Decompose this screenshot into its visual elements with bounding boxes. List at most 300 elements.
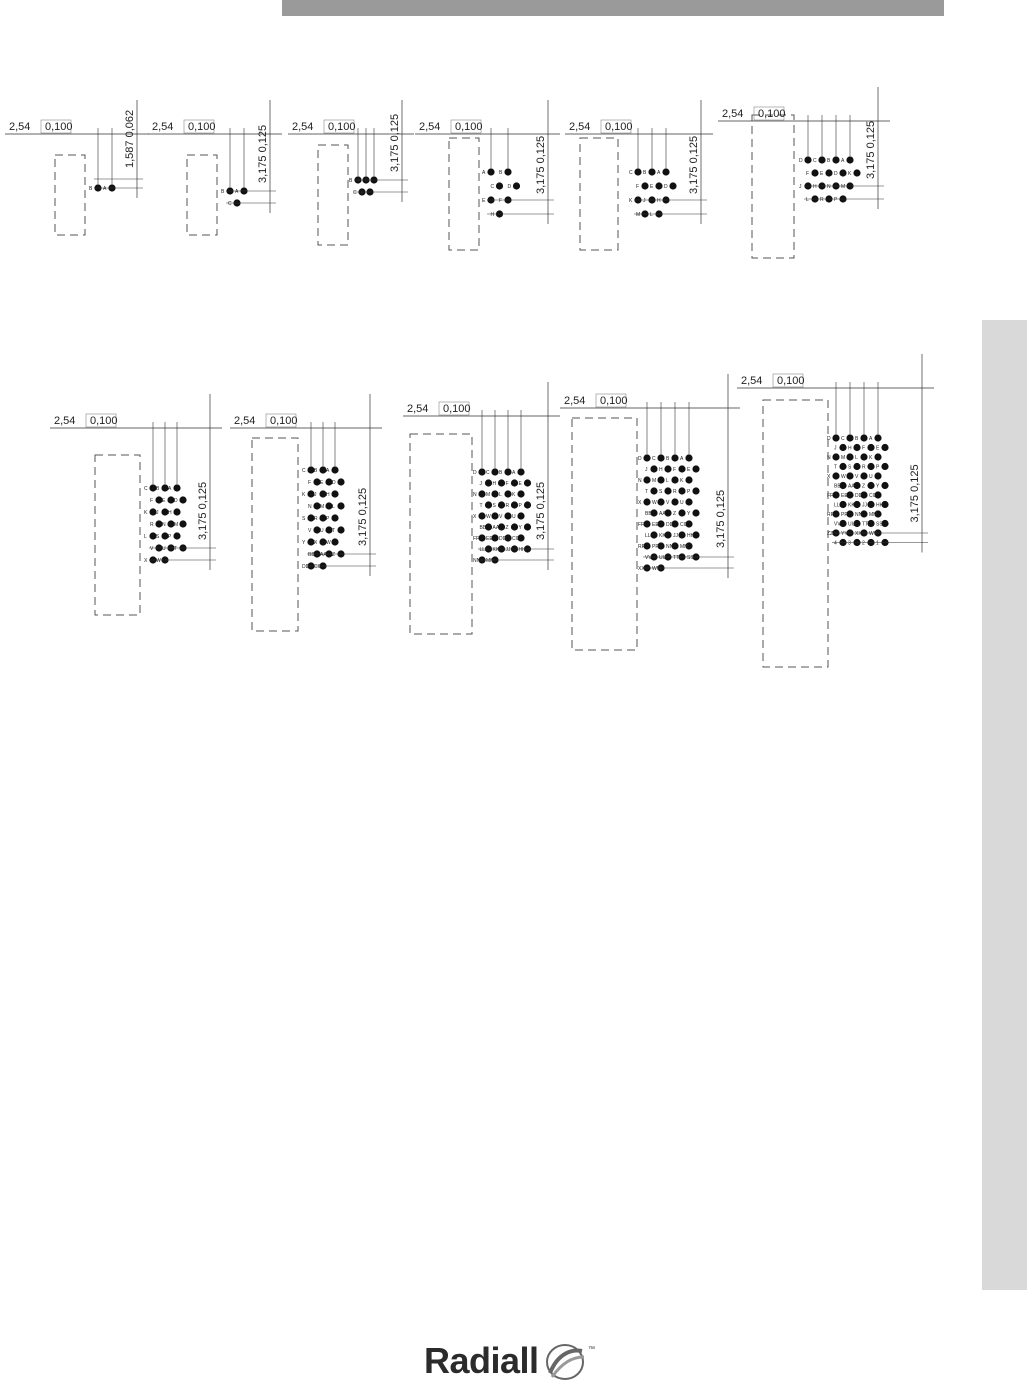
50-contact-pin-label-NN: NN bbox=[666, 544, 674, 550]
50-contact-pin-N bbox=[643, 476, 650, 483]
64-contact-outline bbox=[763, 400, 828, 667]
8-contact-pin-C bbox=[496, 182, 503, 189]
5-contact-pin-label-E: E bbox=[361, 190, 365, 196]
20-contact-pin-label-S: S bbox=[156, 534, 160, 540]
26-contact-pin-D bbox=[337, 478, 344, 485]
64-contact-pin-label-A: A bbox=[869, 436, 873, 442]
18-contact-pin-D bbox=[839, 169, 846, 176]
50-contact-pin-label-D: D bbox=[638, 456, 642, 462]
5-contact-pin-label-A: A bbox=[357, 178, 361, 184]
64-contact-pin-FF bbox=[832, 491, 839, 498]
50-contact-pin-label-W: W bbox=[652, 500, 657, 506]
18-contact-pin-label-F: F bbox=[806, 171, 810, 177]
18-contact-pin-E bbox=[825, 169, 832, 176]
64-contact-pin-R bbox=[867, 463, 874, 470]
38-contact-pin-label-P: P bbox=[518, 503, 522, 509]
12-contact-pin-label-C: C bbox=[629, 170, 633, 176]
26-contact-pin-label-R: R bbox=[314, 516, 318, 522]
64-contact-pin-label-HH: HH bbox=[876, 502, 884, 509]
50-contact-pin-K bbox=[685, 476, 692, 483]
38-contact-pin-label-U: U bbox=[512, 514, 516, 520]
64-contact-pin-label-J: J bbox=[834, 445, 837, 452]
12-contact-pitch-mm: 2,54 bbox=[569, 121, 591, 133]
12-contact-pin-label-J: J bbox=[643, 198, 646, 204]
18-contact-pin-D bbox=[804, 156, 811, 163]
50-contact-pin-T bbox=[650, 487, 657, 494]
20-contact-outline bbox=[95, 455, 140, 615]
50-contact-pin-E bbox=[692, 465, 699, 472]
64-contact-pin-label-FF: FF bbox=[827, 493, 834, 499]
50-contact-pin-label-Y: Y bbox=[687, 511, 691, 517]
64-contact-pin-H bbox=[853, 444, 860, 451]
26-contact-pin-label-BB: BB bbox=[308, 552, 315, 558]
50-contact-pin-U bbox=[685, 498, 692, 505]
64-contact-pin-label-W: W bbox=[841, 474, 846, 480]
8-contact-pin-label-E: E bbox=[482, 198, 486, 204]
38-contact-pin-W bbox=[491, 512, 498, 519]
20-contact-pin-label-K: K bbox=[144, 510, 148, 516]
50-contact-pin-label-L: L bbox=[666, 478, 669, 484]
38-contact-pitch-mm: 2,54 bbox=[407, 403, 429, 415]
50-contact-pin-H bbox=[664, 465, 671, 472]
20-contact-pin-label-C: C bbox=[144, 486, 148, 492]
26-contact-pin-label-N: N bbox=[308, 504, 312, 510]
64-contact-pin-label-B: B bbox=[855, 436, 859, 442]
18-contact-pin-label-A: A bbox=[841, 158, 845, 164]
38-contact-pin-label-HH: HH bbox=[518, 547, 526, 553]
20-contact-pin-label-L: L bbox=[144, 534, 147, 540]
50-contact-pin-label-M: M bbox=[652, 478, 657, 484]
50-contact-pin-label-EE: EE bbox=[652, 522, 659, 528]
12-contact-pin-C bbox=[634, 168, 641, 175]
38-contact-pin-label-Z: Z bbox=[505, 525, 509, 531]
64-contact-pin-label-SS: SS bbox=[876, 521, 883, 528]
18-contact-pin-label-M: M bbox=[841, 184, 846, 190]
18-contact-pitch-inch: 0,100 bbox=[758, 108, 786, 120]
26-contact-pin-label-M: M bbox=[320, 504, 325, 510]
64-contact-pin-A bbox=[874, 434, 881, 441]
38-contact-pin-label-BB: BB bbox=[479, 525, 487, 531]
8-contact-outline bbox=[449, 138, 479, 250]
38-contact-pin-label-L: L bbox=[499, 492, 502, 498]
26-contact-pin-label-C: C bbox=[302, 468, 306, 474]
38-contact-pin-label-N: N bbox=[473, 492, 477, 498]
38-contact-pin-label-R: R bbox=[505, 503, 510, 509]
64-contact-pin-label-D: D bbox=[827, 436, 831, 442]
50-contact-pin-label-MM: MM bbox=[680, 544, 689, 550]
20-contact-row-dim-label: 3,175 0,125 bbox=[197, 481, 209, 540]
38-contact-pin-label-S: S bbox=[492, 503, 496, 509]
64-contact-pin-Z bbox=[867, 482, 874, 489]
26-contact-pin-W bbox=[331, 538, 338, 545]
38-contact-pin-S bbox=[498, 501, 505, 508]
64-contact-pin-label-F: F bbox=[862, 445, 866, 452]
50-contact-pitch-mm: 2,54 bbox=[564, 395, 586, 407]
38-contact-pin-label-F: F bbox=[505, 481, 509, 487]
2-contact-pitch-mm: 2,54 bbox=[9, 121, 31, 133]
26-contact-pin-label-P: P bbox=[326, 516, 330, 522]
26-contact-pin-label-W: W bbox=[326, 540, 331, 546]
20-contact-pin-label-X: X bbox=[144, 558, 148, 564]
50-contact-pin-label-BB: BB bbox=[645, 511, 652, 517]
18-contact-pin-K bbox=[853, 169, 860, 176]
50-contact-pin-label-JJ: JJ bbox=[673, 533, 678, 539]
18-contact-pin-label-H: H bbox=[813, 184, 817, 190]
8-contact-pitch-mm: 2,54 bbox=[419, 121, 441, 133]
64-contact-pin-label-VV: VV bbox=[834, 521, 841, 528]
50-contact-pin-label-KK: KK bbox=[659, 533, 666, 539]
50-contact-pin-label-F: F bbox=[673, 467, 677, 473]
18-contact-pin-C bbox=[818, 156, 825, 163]
18-contact-outline bbox=[752, 115, 794, 258]
26-contact-pin-label-L: L bbox=[332, 504, 335, 510]
50-contact-pin-label-DD: DD bbox=[666, 522, 674, 528]
38-contact-pin-label-NN: NN bbox=[473, 558, 481, 564]
26-contact-pin-label-K: K bbox=[302, 492, 306, 498]
38-contact-pin-V bbox=[504, 512, 511, 519]
38-contact-pin-label-D: D bbox=[473, 470, 477, 476]
64-contact-pin-label-T: T bbox=[834, 464, 838, 471]
64-contact-pin-label-UU: UU bbox=[848, 521, 856, 528]
50-contact-pin-label-TT: TT bbox=[673, 555, 680, 561]
20-contact-pin-label-W: W bbox=[156, 558, 161, 564]
38-contact-pin-label-J: J bbox=[479, 481, 482, 487]
50-contact-pin-R bbox=[678, 487, 685, 494]
64-contact-pin-label-CC: CC bbox=[869, 493, 877, 499]
64-contact-pin-S bbox=[853, 463, 860, 470]
8-contact-pin-label-A: A bbox=[482, 170, 486, 176]
64-contact-pin-C bbox=[846, 434, 853, 441]
20-contact-pin-P bbox=[173, 532, 180, 539]
64-contact-pin-label-S: S bbox=[848, 464, 852, 471]
64-contact-pin-P bbox=[881, 463, 888, 470]
50-contact-row-dim-label: 3,175 0,125 bbox=[715, 489, 727, 548]
8-contact-pin-A bbox=[487, 168, 494, 175]
64-contact-pin-label-H: H bbox=[848, 445, 852, 452]
18-contact-pin-label-P: P bbox=[834, 197, 838, 203]
20-contact-pin-label-F: F bbox=[150, 498, 154, 504]
5-contact-pin-label-C: C bbox=[353, 190, 357, 196]
38-contact-pin-label-MM: MM bbox=[486, 558, 495, 564]
64-contact-pin-label-XX: XX bbox=[855, 531, 862, 537]
64-contact-pin-label-3: 3 bbox=[848, 540, 851, 547]
50-contact-pin-F bbox=[678, 465, 685, 472]
12-contact-pin-D bbox=[669, 182, 676, 189]
38-contact-pin-E bbox=[524, 479, 531, 486]
38-contact-pin-label-W: W bbox=[486, 514, 491, 520]
38-contact-pin-label-T: T bbox=[479, 503, 483, 509]
38-contact-row-dim-label: 3,175 0,125 bbox=[535, 481, 547, 540]
50-contact-pin-label-S: S bbox=[659, 489, 663, 495]
38-contact-pin-label-K: K bbox=[512, 492, 516, 498]
2-contact-pitch-inch: 0,100 bbox=[45, 121, 73, 133]
26-contact-pin-label-Y: Y bbox=[302, 540, 306, 546]
64-contact-pin-label-C: C bbox=[841, 436, 845, 442]
64-contact-pin-label-R: R bbox=[862, 464, 866, 471]
38-contact-pin-U bbox=[517, 512, 524, 519]
5-contact-row-dim-label: 3,175 0,125 bbox=[389, 113, 401, 172]
26-contact-pitch-mm: 2,54 bbox=[234, 415, 256, 427]
50-contact-pin-W bbox=[657, 498, 664, 505]
20-contact-pin-label-B: B bbox=[156, 486, 160, 492]
50-contact-pin-label-B: B bbox=[666, 456, 670, 462]
64-contact-pin-label-PP: PP bbox=[841, 512, 848, 518]
50-contact-pin-label-C: C bbox=[652, 456, 656, 462]
50-contact-pin-FF bbox=[643, 520, 650, 527]
2-contact-outline bbox=[55, 155, 85, 235]
12-contact-pin-label-L: L bbox=[650, 212, 653, 218]
3-contact-pitch-mm: 2,54 bbox=[152, 121, 174, 133]
64-contact-pin-label-4: 4 bbox=[834, 540, 837, 547]
5-contact-pitch-mm: 2,54 bbox=[292, 121, 314, 133]
20-contact-pin-label-P: P bbox=[168, 534, 172, 540]
50-contact-pin-label-K: K bbox=[680, 478, 684, 484]
64-contact-pin-U bbox=[874, 472, 881, 479]
50-contact-pin-label-VV: VV bbox=[645, 555, 652, 561]
64-contact-pin-label-JJ: JJ bbox=[862, 502, 867, 509]
26-contact-pin-H bbox=[331, 490, 338, 497]
26-contact-pin-label-E: E bbox=[320, 480, 324, 486]
5-contact-pin-label-B: B bbox=[349, 178, 353, 184]
64-contact-pin-label-DD: DD bbox=[855, 493, 863, 499]
12-contact-pin-label-H: H bbox=[657, 198, 661, 204]
50-contact-pin-label-PP: PP bbox=[652, 544, 659, 550]
26-contact-outline bbox=[252, 438, 298, 631]
26-contact-pin-A bbox=[331, 466, 338, 473]
radiall-mark-icon bbox=[542, 1343, 588, 1381]
26-contact-pitch-inch: 0,100 bbox=[270, 415, 298, 427]
50-contact-pin-label-LL: LL bbox=[645, 533, 651, 539]
18-contact-pin-label-B: B bbox=[827, 158, 831, 164]
38-contact-pin-L bbox=[504, 490, 511, 497]
38-contact-pin-H bbox=[498, 479, 505, 486]
18-contact-pin-A bbox=[846, 156, 853, 163]
8-contact-pitch-inch: 0,100 bbox=[455, 121, 483, 133]
38-contact-pin-label-E: E bbox=[518, 481, 522, 487]
8-contact-pin-label-C: C bbox=[490, 184, 495, 190]
64-contact-pin-label-BB: BB bbox=[834, 483, 841, 490]
26-contact-pin-label-D: D bbox=[332, 480, 336, 486]
26-contact-pin-label-CC: CC bbox=[314, 564, 322, 570]
64-contact-pin-label-RR: RR bbox=[827, 512, 835, 518]
64-contact-pin-label-N: N bbox=[827, 455, 831, 461]
64-contact-pin-T bbox=[839, 463, 846, 470]
64-contact-pin-label-KK: KK bbox=[848, 502, 855, 509]
26-contact-pin-label-X: X bbox=[314, 540, 318, 546]
20-contact-pin-label-V: V bbox=[150, 546, 154, 552]
18-contact-pitch-mm: 2,54 bbox=[722, 108, 744, 120]
50-contact-pin-P bbox=[692, 487, 699, 494]
64-contact-pitch-inch: 0,100 bbox=[777, 375, 805, 387]
12-contact-pin-E bbox=[655, 182, 662, 189]
38-contact-pin-label-V: V bbox=[499, 514, 503, 520]
64-contact-pin-TT bbox=[867, 520, 874, 527]
20-contact-pin-H bbox=[173, 508, 180, 515]
20-contact-pin-label-T: T bbox=[174, 546, 178, 552]
50-contact-pin-label-T: T bbox=[645, 489, 649, 495]
64-contact-pin-label-AA: AA bbox=[848, 483, 855, 490]
5-contact-outline bbox=[318, 145, 348, 245]
64-contact-pin-N bbox=[832, 453, 839, 460]
18-contact-pin-F bbox=[811, 169, 818, 176]
64-contact-pin-label-L: L bbox=[855, 455, 858, 461]
64-contact-pin-label-EE: EE bbox=[841, 493, 848, 499]
38-contact-pin-label-LL: LL bbox=[479, 547, 486, 553]
38-contact-pin-label-FF: FF bbox=[473, 536, 480, 542]
18-contact-pin-label-R: R bbox=[820, 197, 824, 203]
26-contact-pin-label-S: S bbox=[302, 516, 306, 522]
3-contact-pin-label-A: A bbox=[235, 189, 239, 195]
50-contact-pin-S bbox=[664, 487, 671, 494]
26-contact-row-dim-label: 3,175 0,125 bbox=[357, 487, 369, 546]
50-contact-pin-label-V: V bbox=[666, 500, 670, 506]
12-contact-pin-label-A: A bbox=[657, 170, 661, 176]
50-contact-pin-label-UU: UU bbox=[659, 555, 667, 561]
50-contact-pin-C bbox=[657, 454, 664, 461]
50-contact-pin-Y bbox=[692, 509, 699, 516]
50-contact-pin-D bbox=[643, 454, 650, 461]
20-contact-pin-label-U: U bbox=[162, 546, 166, 552]
50-contact-pin-label-E: E bbox=[687, 467, 691, 473]
18-contact-pin-label-J: J bbox=[799, 184, 802, 190]
64-contact-row-dim-label: 3,175 0,125 bbox=[909, 464, 921, 523]
8-contact-pin-D bbox=[513, 182, 520, 189]
38-contact-pin-R bbox=[511, 501, 518, 508]
20-contact-pitch-mm: 2,54 bbox=[54, 415, 76, 427]
50-contact-pin-label-XX: XX bbox=[638, 566, 645, 572]
20-contact-pin-label-A: A bbox=[168, 486, 172, 492]
38-contact-pin-Z bbox=[511, 523, 518, 530]
64-contact-pin-label-X: X bbox=[827, 474, 831, 480]
18-contact-pin-label-K: K bbox=[848, 171, 852, 177]
26-contact-pin-label-T: T bbox=[332, 528, 336, 534]
64-contact-pitch-mm: 2,54 bbox=[741, 375, 763, 387]
64-contact-pin-D bbox=[832, 434, 839, 441]
38-contact-pin-label-KK: KK bbox=[492, 547, 500, 553]
50-contact-pin-label-A: A bbox=[680, 456, 684, 462]
50-contact-pin-V bbox=[671, 498, 678, 505]
50-contact-pin-label-N: N bbox=[638, 478, 642, 484]
5-contact-pitch-inch: 0,100 bbox=[328, 121, 356, 133]
64-contact-pin-label-LL: LL bbox=[834, 502, 840, 509]
50-contact-pin-label-J: J bbox=[645, 467, 648, 473]
38-contact-pin-label-JJ: JJ bbox=[505, 547, 511, 553]
20-contact-pin-label-D: D bbox=[174, 498, 178, 504]
18-contact-pin-label-N: N bbox=[827, 184, 831, 190]
3-contact-row-dim-label: 3,175 0,125 bbox=[257, 124, 269, 183]
12-contact-pin-F bbox=[641, 182, 648, 189]
8-contact-row-dim-label: 3,175 0,125 bbox=[535, 135, 547, 194]
50-contact-pin-LL bbox=[650, 531, 657, 538]
18-contact-pin-label-C: C bbox=[813, 158, 817, 164]
64-contact-pin-label-1: 1 bbox=[876, 540, 879, 547]
26-contact-pin-P bbox=[331, 514, 338, 521]
50-contact-pin-label-Z: Z bbox=[673, 511, 677, 517]
50-contact-pin-Z bbox=[678, 509, 685, 516]
26-contact-pin-label-Z: Z bbox=[332, 552, 336, 558]
38-contact-pin-B bbox=[504, 468, 511, 475]
26-contact-pin-label-V: V bbox=[308, 528, 312, 534]
50-contact-pin-X bbox=[643, 498, 650, 505]
20-contact-pin-D bbox=[179, 496, 186, 503]
2-contact-pin-label-A: A bbox=[103, 186, 107, 192]
38-contact-pitch-inch: 0,100 bbox=[443, 403, 471, 415]
38-contact-pin-P bbox=[524, 501, 531, 508]
12-contact-pin-label-D: D bbox=[664, 184, 668, 190]
5-contact-pin-label-D: D bbox=[365, 178, 369, 184]
26-contact-pin-T bbox=[337, 526, 344, 533]
50-contact-pin-A bbox=[685, 454, 692, 461]
8-contact-pin-label-B: B bbox=[499, 170, 503, 176]
12-contact-pin-label-F: F bbox=[636, 184, 640, 190]
12-contact-pin-label-B: B bbox=[643, 170, 647, 176]
12-contact-pitch-inch: 0,100 bbox=[605, 121, 633, 133]
64-contact-pin-label-WW: WW bbox=[869, 531, 879, 537]
12-contact-pin-label-E: E bbox=[650, 184, 654, 190]
20-contact-pitch-inch: 0,100 bbox=[90, 415, 118, 427]
50-contact-pin-label-AA: AA bbox=[659, 511, 666, 517]
26-contact-pin-L bbox=[337, 502, 344, 509]
trademark: ™ bbox=[588, 1346, 595, 1353]
50-contact-pin-label-FF: FF bbox=[638, 522, 645, 528]
64-contact-pin-LL bbox=[839, 501, 846, 508]
38-contact-pin-K bbox=[517, 490, 524, 497]
50-contact-pin-label-SS: SS bbox=[687, 555, 694, 561]
38-contact-pin-label-H: H bbox=[492, 481, 497, 487]
26-contact-pin-label-U: U bbox=[320, 528, 324, 534]
64-contact-pin-label-M: M bbox=[841, 455, 846, 461]
38-contact-pin-C bbox=[491, 468, 498, 475]
50-contact-outline bbox=[572, 418, 637, 650]
64-contact-pin-label-Z: Z bbox=[862, 483, 866, 490]
38-contact-pin-Y bbox=[524, 523, 531, 530]
38-contact-pin-label-CC: CC bbox=[512, 536, 520, 542]
20-contact-pin-label-M: M bbox=[174, 522, 179, 528]
8-contact-pin-B bbox=[504, 168, 511, 175]
50-contact-pin-label-RR: RR bbox=[638, 544, 646, 550]
8-contact-pin-label-D: D bbox=[507, 184, 512, 190]
64-contact-pin-label-K: K bbox=[869, 455, 873, 461]
18-contact-pin-label-D: D bbox=[799, 158, 803, 164]
50-contact-pin-label-P: P bbox=[687, 489, 691, 495]
50-contact-pin-label-WW: WW bbox=[652, 566, 662, 572]
64-contact-pin-label-V: V bbox=[855, 474, 859, 480]
12-contact-pin-B bbox=[648, 168, 655, 175]
38-contact-pin-N bbox=[478, 490, 485, 497]
18-contact-row-dim-label: 3,175 0,125 bbox=[865, 120, 877, 179]
18-contact-pin-label-D: D bbox=[834, 171, 838, 177]
20-contact-pin-label-J: J bbox=[156, 510, 159, 516]
26-contact-pin-label-AA: AA bbox=[320, 552, 327, 558]
64-contact-pin-B bbox=[860, 434, 867, 441]
50-contact-pin-B bbox=[671, 454, 678, 461]
64-contact-pin-E bbox=[881, 444, 888, 451]
20-contact-pin-label-N: N bbox=[162, 522, 166, 528]
50-contact-pin-label-HH: HH bbox=[687, 533, 695, 539]
38-contact-pin-label-C: C bbox=[486, 470, 490, 476]
64-contact-pin-V bbox=[860, 472, 867, 479]
50-contact-pin-JJ bbox=[678, 531, 685, 538]
38-contact-pin-label-B: B bbox=[499, 470, 503, 476]
50-contact-pin-label-CC: CC bbox=[680, 522, 688, 528]
12-contact-pin-A bbox=[662, 168, 669, 175]
2-contact-row-dim-label: 1,587 0,062 bbox=[124, 109, 136, 168]
64-contact-pin-label-MM: MM bbox=[869, 512, 878, 518]
64-contact-pin-JJ bbox=[867, 501, 874, 508]
38-contact-pin-M bbox=[491, 490, 498, 497]
38-contact-pin-J bbox=[485, 479, 492, 486]
64-contact-pin-label-2: 2 bbox=[862, 540, 865, 547]
